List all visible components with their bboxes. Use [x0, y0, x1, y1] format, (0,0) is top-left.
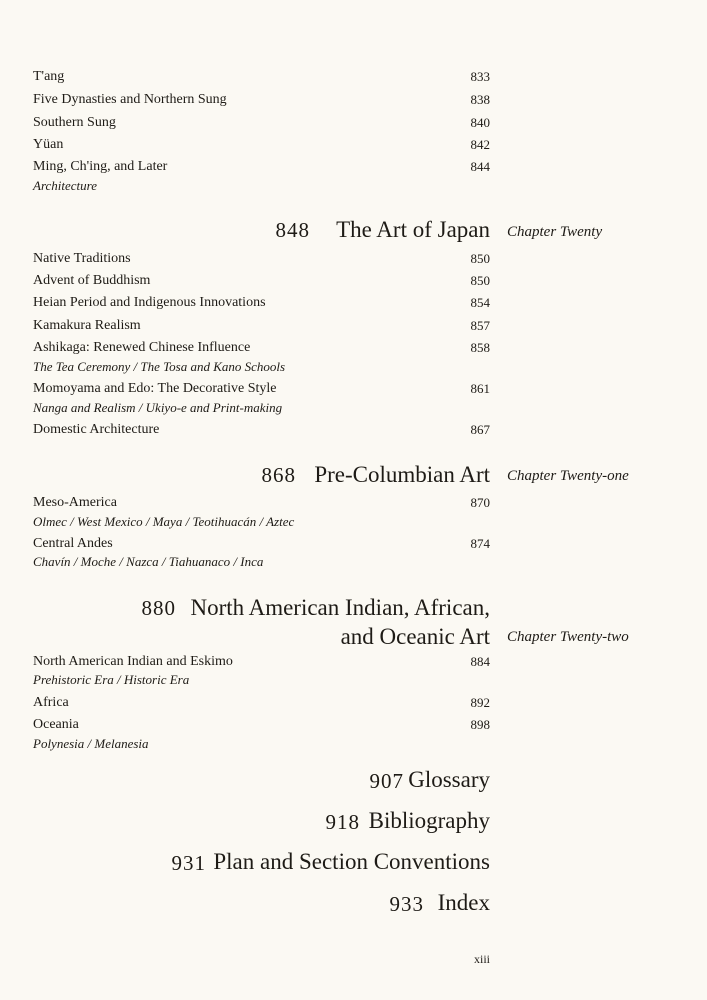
toc-entry-title: Five Dynasties and Northern Sung	[33, 92, 227, 107]
toc-entry-page: 884	[470, 654, 490, 669]
toc-entry-page: 854	[470, 295, 490, 310]
back-matter-title: Glossary	[408, 767, 490, 792]
toc-entry-page: 842	[470, 137, 490, 152]
back-matter-page: 907	[369, 769, 404, 793]
back-matter-title: Index	[437, 890, 490, 915]
toc-entry-subtopics: Nanga and Realism / Ukiyo-e and Print-making	[33, 400, 283, 415]
toc-entry-page: 870	[470, 495, 490, 510]
toc-entry-title: Yüan	[33, 137, 64, 152]
toc-entry-page: 844	[470, 159, 490, 174]
toc-entry-title: Oceania	[33, 717, 79, 732]
toc-entry-subtopics: Olmec / West Mexico / Maya / Teotihuacán / Aztec	[33, 514, 295, 529]
back-matter-page: 933	[389, 892, 424, 916]
back-matter-title: Plan and Section Conventions	[213, 849, 490, 874]
toc-entry-subtopics: Architecture	[33, 178, 98, 193]
toc-entry-title: Meso-America	[33, 495, 117, 510]
toc-entry-title: Africa	[33, 695, 69, 710]
chapter-title: North American Indian, African,	[190, 595, 490, 620]
chapter-page-number: 880	[141, 596, 176, 620]
chapter-title: The Art of Japan	[336, 217, 490, 242]
toc-entry-title: Domestic Architecture	[33, 422, 160, 437]
toc-entry-title: Ashikaga: Renewed Chinese Influence	[33, 340, 251, 355]
toc-entry-subtopics: Chavín / Moche / Nazca / Tiahuanaco / Inca	[33, 554, 264, 569]
toc-entry-page: 857	[470, 318, 490, 333]
toc-entry-page: 858	[470, 340, 490, 355]
back-matter-page: 931	[171, 851, 206, 875]
toc-entry-page: 833	[470, 69, 490, 84]
toc-entry-title: Native Traditions	[33, 251, 131, 266]
back-matter-page: 918	[325, 810, 360, 834]
chapter-page-number: 848	[275, 218, 310, 242]
chapter-label: Chapter Twenty-one	[507, 468, 629, 484]
toc-entry-title: Central Andes	[33, 536, 113, 551]
toc-entry-title: Kamakura Realism	[33, 318, 141, 333]
toc-entry-title: North American Indian and Eskimo	[33, 654, 233, 669]
chapter-label: Chapter Twenty	[507, 224, 603, 240]
toc-entry-page: 892	[470, 695, 490, 710]
toc-entry-page: 867	[470, 422, 490, 437]
toc-entry-title: Heian Period and Indigenous Innovations	[33, 295, 266, 310]
chapter-title: Pre-Columbian Art	[314, 462, 490, 487]
toc-entry-page: 874	[470, 536, 490, 551]
toc-entry-title: Momoyama and Edo: The Decorative Style	[33, 381, 277, 396]
toc-entry-title: Ming, Ch'ing, and Later	[33, 159, 168, 174]
back-matter-title: Bibliography	[368, 808, 490, 833]
toc-entry-title: Southern Sung	[33, 115, 116, 130]
toc-entry-page: 861	[470, 381, 490, 396]
page-folio: xiii	[474, 952, 491, 966]
toc-entry-subtopics: Prehistoric Era / Historic Era	[33, 672, 190, 687]
toc-entry-title: T'ang	[33, 69, 65, 84]
toc-entry-page: 898	[470, 717, 490, 732]
chapter-page-number: 868	[261, 463, 296, 487]
toc-entry-page: 838	[470, 92, 490, 107]
toc-entry-subtopics: Polynesia / Melanesia	[33, 736, 149, 751]
toc-entry-page: 850	[470, 273, 490, 288]
chapter-label: Chapter Twenty-two	[507, 629, 629, 645]
toc-entry-subtopics: The Tea Ceremony / The Tosa and Kano Schools	[33, 359, 286, 374]
chapter-title-continued: and Oceanic Art	[340, 624, 490, 649]
toc-entry-page: 840	[470, 115, 490, 130]
toc-entry-page: 850	[470, 251, 490, 266]
toc-entry-title: Advent of Buddhism	[33, 273, 151, 288]
